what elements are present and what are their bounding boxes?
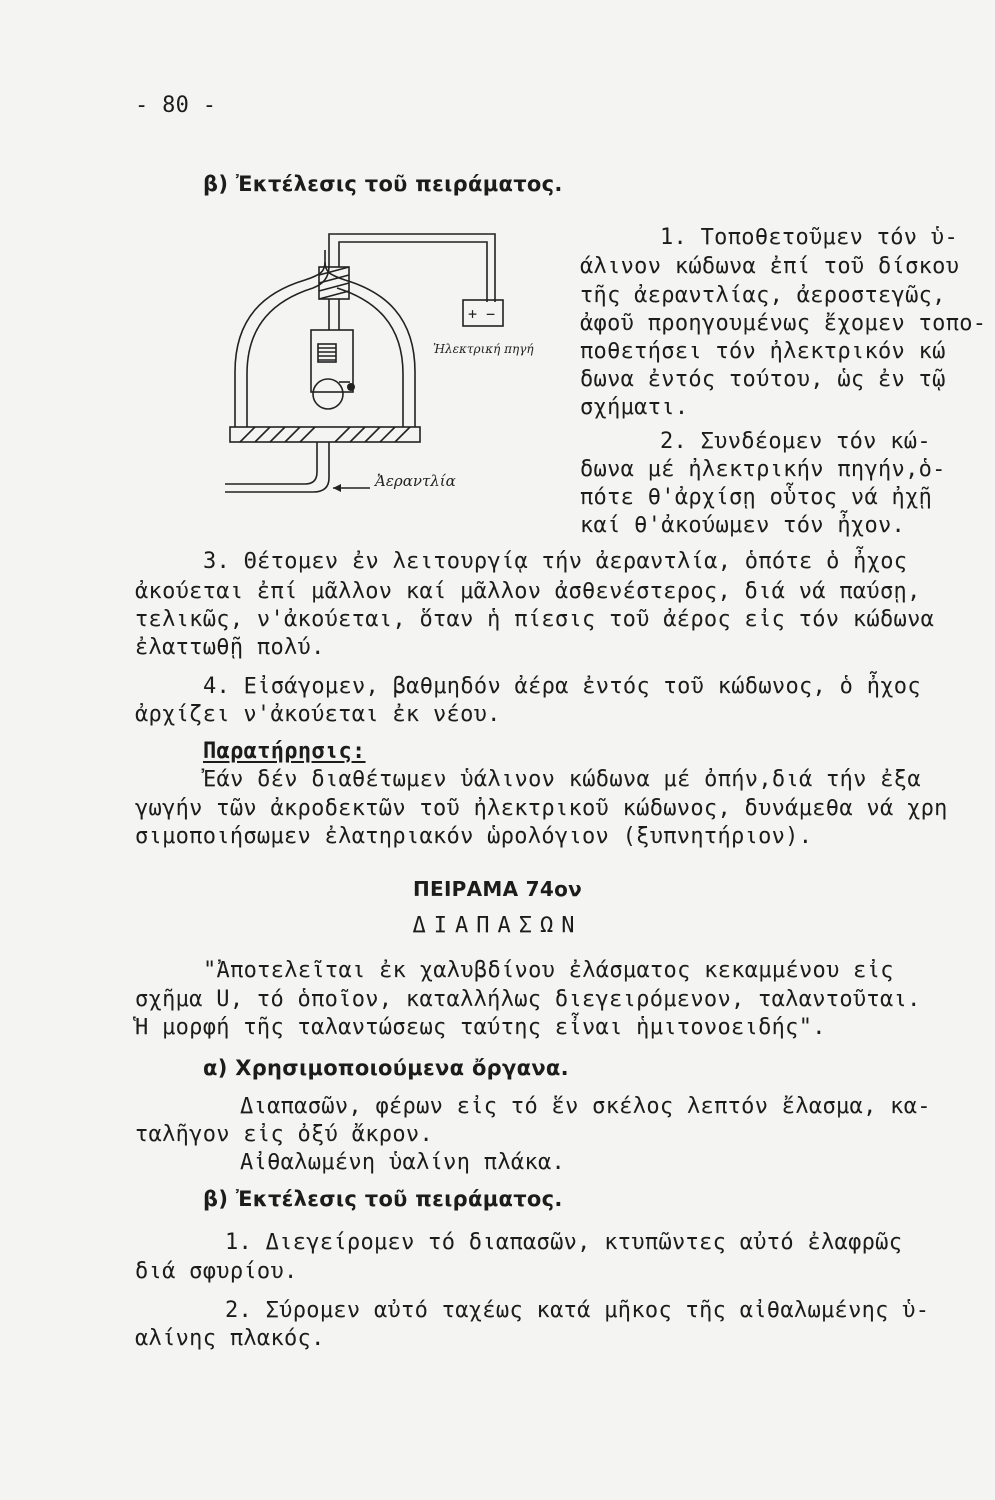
para3-line: ἐλαττωθῇ πολύ. xyxy=(135,635,325,660)
instruments-heading: α) Χρησιμοποιούμενα ὄργανα. xyxy=(203,1056,569,1080)
instrument-line: ταλῆγον εἰς ὀξύ ἄκρον. xyxy=(135,1122,433,1147)
para3-line: ἀκούεται ἐπί μᾶλλον καί μᾶλλον ἀσθενέστερος, διά νά παύσῃ, xyxy=(135,579,921,604)
instrument-line: Διαπασῶν, φέρων εἰς τό ἕν σκέλος λεπτόν ἔλασμα, κα- xyxy=(240,1094,931,1119)
right-line: 1. Τοποθετοῦμεν τόν ὑ- xyxy=(660,225,958,250)
right-line: δωνα ἐντός τούτου, ὡς ἐν τῷ xyxy=(580,367,946,392)
para3-line: 3. Θέτομεν ἐν λειτουργίᾳ τήν ἀεραντλία, ὁπότε ὁ ἦχος xyxy=(203,549,908,574)
step2-line: 2. Σύρομεν αὐτό ταχέως κατά μῆκος τῆς αἰθαλωμένης ὑ- xyxy=(225,1298,930,1323)
caption-air-pump: Ἀεραντλία xyxy=(375,472,456,490)
step2-line: αλίνης πλακός. xyxy=(135,1326,325,1351)
execution-heading: β) Ἐκτέλεσις τοῦ πειράματος. xyxy=(203,1187,563,1211)
para3-line: τελικῶς, ν'ἀκούεται, ὅταν ἡ πίεσις τοῦ ἀέρος εἰς τόν κώδωνα xyxy=(135,607,935,632)
remark-line: Ἐάν δέν διαθέτωμεν ὑάλινον κώδωνα μέ ὀπήν,διά τήν ἐξα xyxy=(203,767,921,792)
para4-line: 4. Εἰσάγομεν, βαθμηδόν ἀέρα ἐντός τοῦ κώδωνος, ὁ ἦχος xyxy=(203,674,921,699)
remark-title: Παρατήρησις: xyxy=(203,739,366,764)
right-line: ἀφοῦ προηγουμένως ἔχομεν τοπο- xyxy=(580,311,987,336)
bell-jar-diagram xyxy=(225,222,560,507)
caption-electric-source: Ἠλεκτρική πηγή xyxy=(433,342,534,356)
right-line: άλινον κώδωνα ἐπί τοῦ δίσκου xyxy=(580,254,960,279)
right-line: τῆς ἀεραντλίας, ἀεροστεγῶς, xyxy=(580,283,946,308)
right-line: 2. Συνδέομεν τόν κώ- xyxy=(660,429,931,454)
bell-jar-figure xyxy=(225,222,560,507)
remark-line: σιμοποιήσωμεν ἐλατηριακόν ὡρολόγιον (ξυπνητήριον). xyxy=(135,824,813,849)
experiment-subtitle: ΔΙΑΠΑΣΩΝ xyxy=(412,913,583,938)
quote-line: "Ἀποτελεῖται ἐκ χαλυβδίνου ἐλάσματος κεκαμμένου εἰς xyxy=(203,958,894,983)
right-line: σχήματι. xyxy=(580,395,689,420)
instrument-line: Αἰθαλωμένη ὑαλίνη πλάκα. xyxy=(240,1150,566,1175)
right-line: καί θ'ἀκούωμεν τόν ἦχον. xyxy=(580,513,906,538)
section-heading-execution: β) Ἐκτέλεσις τοῦ πειράματος. xyxy=(203,172,563,196)
step1-line: 1. Διεγείρομεν τό διαπασῶν, κτυπῶντες αὐτό ἐλαφρῶς xyxy=(225,1230,903,1255)
right-line: ποθετήσει τόν ἠλεκτρικόν κώ xyxy=(580,339,946,364)
page-number: - 80 - xyxy=(135,93,217,118)
quote-line: Ἡ μορφή τῆς ταλαντώσεως ταύτης εἶναι ἡμιτονοειδής". xyxy=(135,1015,826,1040)
quote-line: σχῆμα U, τό ὁποῖον, καταλλήλως διεγειρόμενον, ταλαντοῦται. xyxy=(135,987,921,1012)
para4-line: ἀρχίζει ν'ἀκούεται ἐκ νέου. xyxy=(135,702,501,727)
right-line: δωνα μέ ἠλεκτρικήν πηγήν,ὁ- xyxy=(580,457,946,482)
experiment-title: ΠΕΙΡΑΜΑ 74ον xyxy=(412,877,583,901)
remark-line: γωγήν τῶν ἀκροδεκτῶν τοῦ ἠλεκτρικοῦ κώδωνος, δυνάμεθα νά χρη xyxy=(135,796,948,821)
step1-line: διά σφυρίου. xyxy=(135,1259,298,1284)
right-line: πότε θ'ἀρχίσῃ οὗτος νά ἠχῇ xyxy=(580,485,933,510)
battery-label: + − xyxy=(468,305,496,323)
